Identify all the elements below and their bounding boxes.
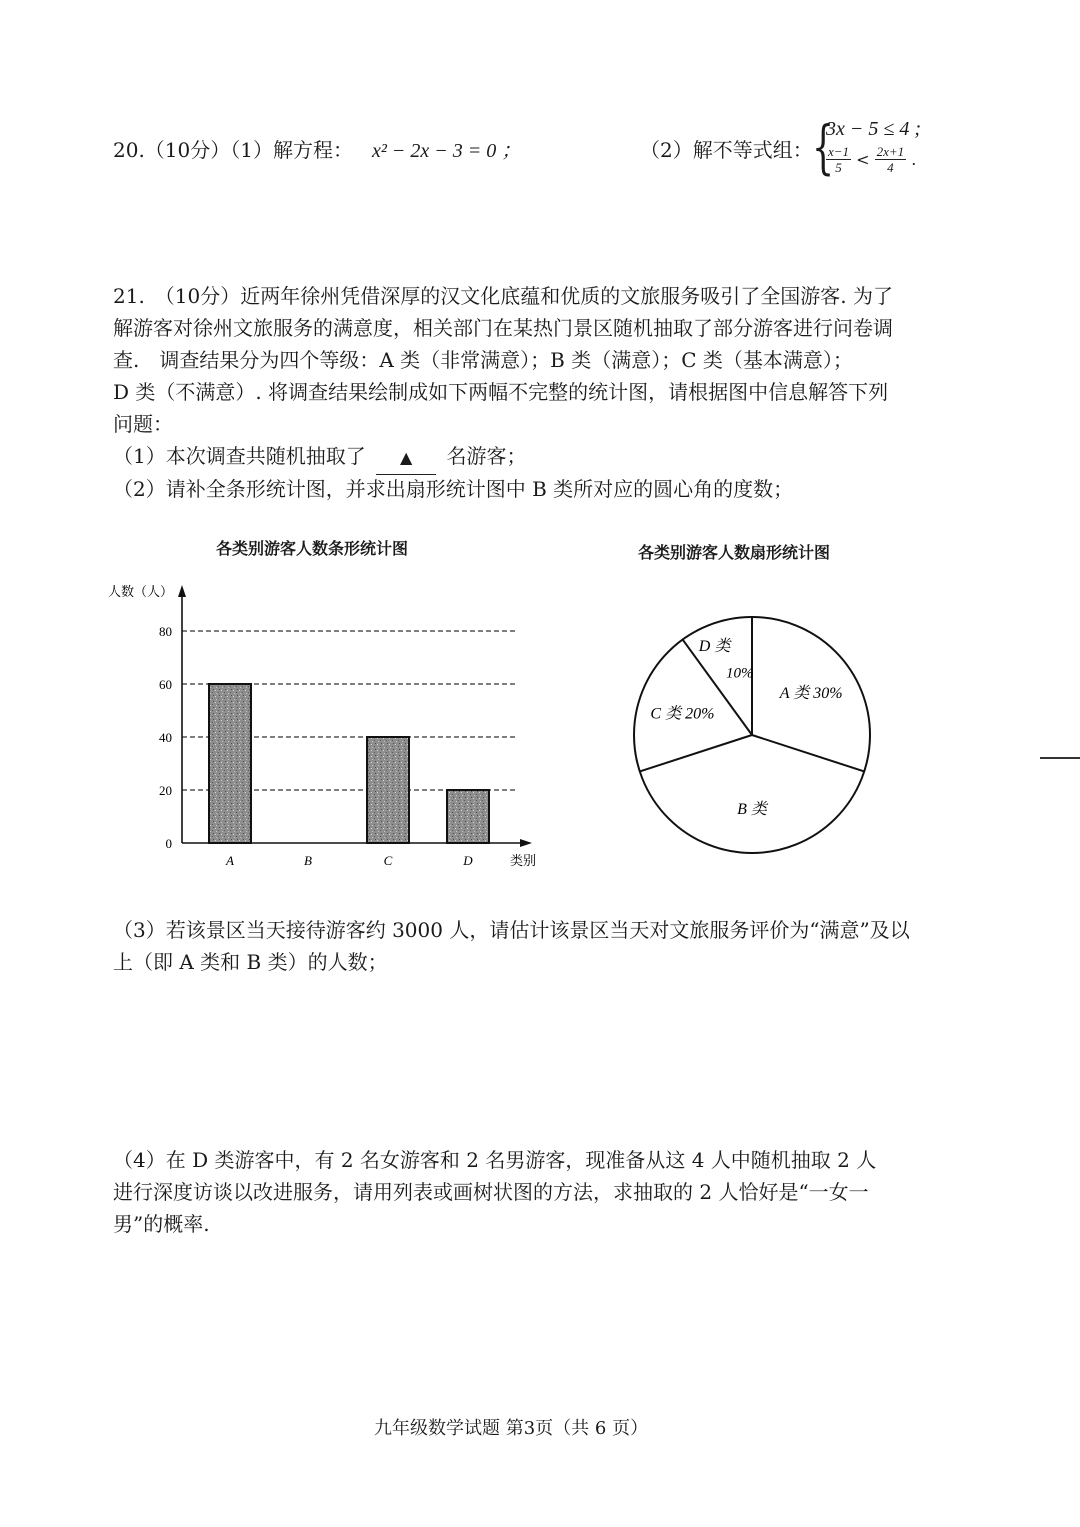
q20-part2-label: （2）解不等式组： xyxy=(640,138,813,162)
bar-chart xyxy=(100,575,560,875)
q21-part1-text: （1）本次调查共随机抽取了 xyxy=(113,444,366,468)
period: . xyxy=(911,150,917,169)
pie-label-d: D 类 xyxy=(698,637,731,655)
x-tick-label: D xyxy=(463,853,473,868)
q21-part3-line-1: （3）若该景区当天接待游客约 3000 人，请估计该景区当天对文旅服务评价为“满意”及以 xyxy=(113,918,910,942)
pie-chart xyxy=(620,600,880,870)
inequality-1: 3x − 5 ≤ 4 ; xyxy=(826,118,922,140)
q21-line-5: 问题： xyxy=(113,412,173,436)
q21-part4-line-1: （4）在 D 类游客中，有 2 名女游客和 2 名男游客，现准备从这 4 人中随机抽取 2 人 xyxy=(113,1148,877,1172)
frac2-den: 4 xyxy=(887,160,894,175)
bar-c xyxy=(367,737,409,843)
bar-a xyxy=(209,684,251,843)
x-axis-label: 类别 xyxy=(510,853,537,868)
frac1-num: x−1 xyxy=(828,144,850,159)
pie-chart-title: 各类别游客人数扇形统计图 xyxy=(638,543,831,562)
frac1-den: 5 xyxy=(835,160,842,175)
q21-part2: （2）请补全条形统计图，并求出扇形统计图中 B 类所对应的圆心角的度数； xyxy=(113,477,794,501)
x-tick-label: C xyxy=(383,853,393,868)
x-tick-label: B xyxy=(304,853,312,868)
inequality-2 xyxy=(826,144,916,175)
q21-line-2: 解游客对徐州文旅服务的满意度，相关部门在某热门景区随机抽取了部分游客进行问卷调 xyxy=(113,316,893,340)
q21-line-3: 查. 调查结果分为四个等级：A 类（非常满意）；B 类（满意）；C 类（基本满意）； xyxy=(113,348,853,372)
q20-label: 20.（10分）（1）解方程： xyxy=(113,138,353,162)
x-axis-arrow-icon xyxy=(520,839,532,847)
q21-line-4: D 类（不满意）. 将调查结果绘制成如下两幅不完整的统计图，请根据图中信息解答下列 xyxy=(113,380,889,404)
q21-part1 xyxy=(113,440,526,475)
pie-label-a: A 类 30% xyxy=(779,684,843,702)
x-tick-label: A xyxy=(226,853,234,868)
page-footer: 九年级数学试题 第3页（共 6 页） xyxy=(374,1418,649,1439)
q21-line-1: 21. （10分）近两年徐州凭借深厚的汉文化底蕴和优质的文旅服务吸引了全国游客. 为了 xyxy=(113,284,893,308)
y-axis-label: 人数（人） xyxy=(108,584,174,599)
brace-icon: { xyxy=(812,113,835,181)
frac2-num: 2x+1 xyxy=(876,144,905,159)
y-tick-label: 0 xyxy=(165,836,172,851)
bar-d xyxy=(447,790,489,843)
y-tick-label: 80 xyxy=(159,624,172,639)
pie-pct-d: 10% xyxy=(725,665,754,682)
bar-chart-title: 各类别游客人数条形统计图 xyxy=(216,539,409,558)
y-tick-label: 20 xyxy=(159,783,172,798)
answer-blank: ▲ xyxy=(376,442,436,475)
q21-part4-line-3: 男”的概率. xyxy=(113,1212,210,1236)
pie-label-b: B 类 xyxy=(737,801,767,819)
q20-equation: x² − 2x − 3 = 0 ； xyxy=(372,140,522,162)
margin-mark xyxy=(1040,757,1080,759)
q21-part4-line-2: 进行深度访谈以改进服务，请用列表或画树状图的方法，求抽取的 2 人恰好是“一女一 xyxy=(113,1180,869,1204)
pie-label-c: C 类 20% xyxy=(650,705,715,723)
y-tick-label: 60 xyxy=(159,677,172,692)
y-axis-arrow-icon xyxy=(178,585,186,597)
q21-part3-line-2: 上（即 A 类和 B 类）的人数； xyxy=(113,950,388,974)
y-tick-label: 40 xyxy=(159,730,172,745)
less-than: < xyxy=(856,150,870,169)
q21-part1-tail: 名游客； xyxy=(446,444,527,468)
